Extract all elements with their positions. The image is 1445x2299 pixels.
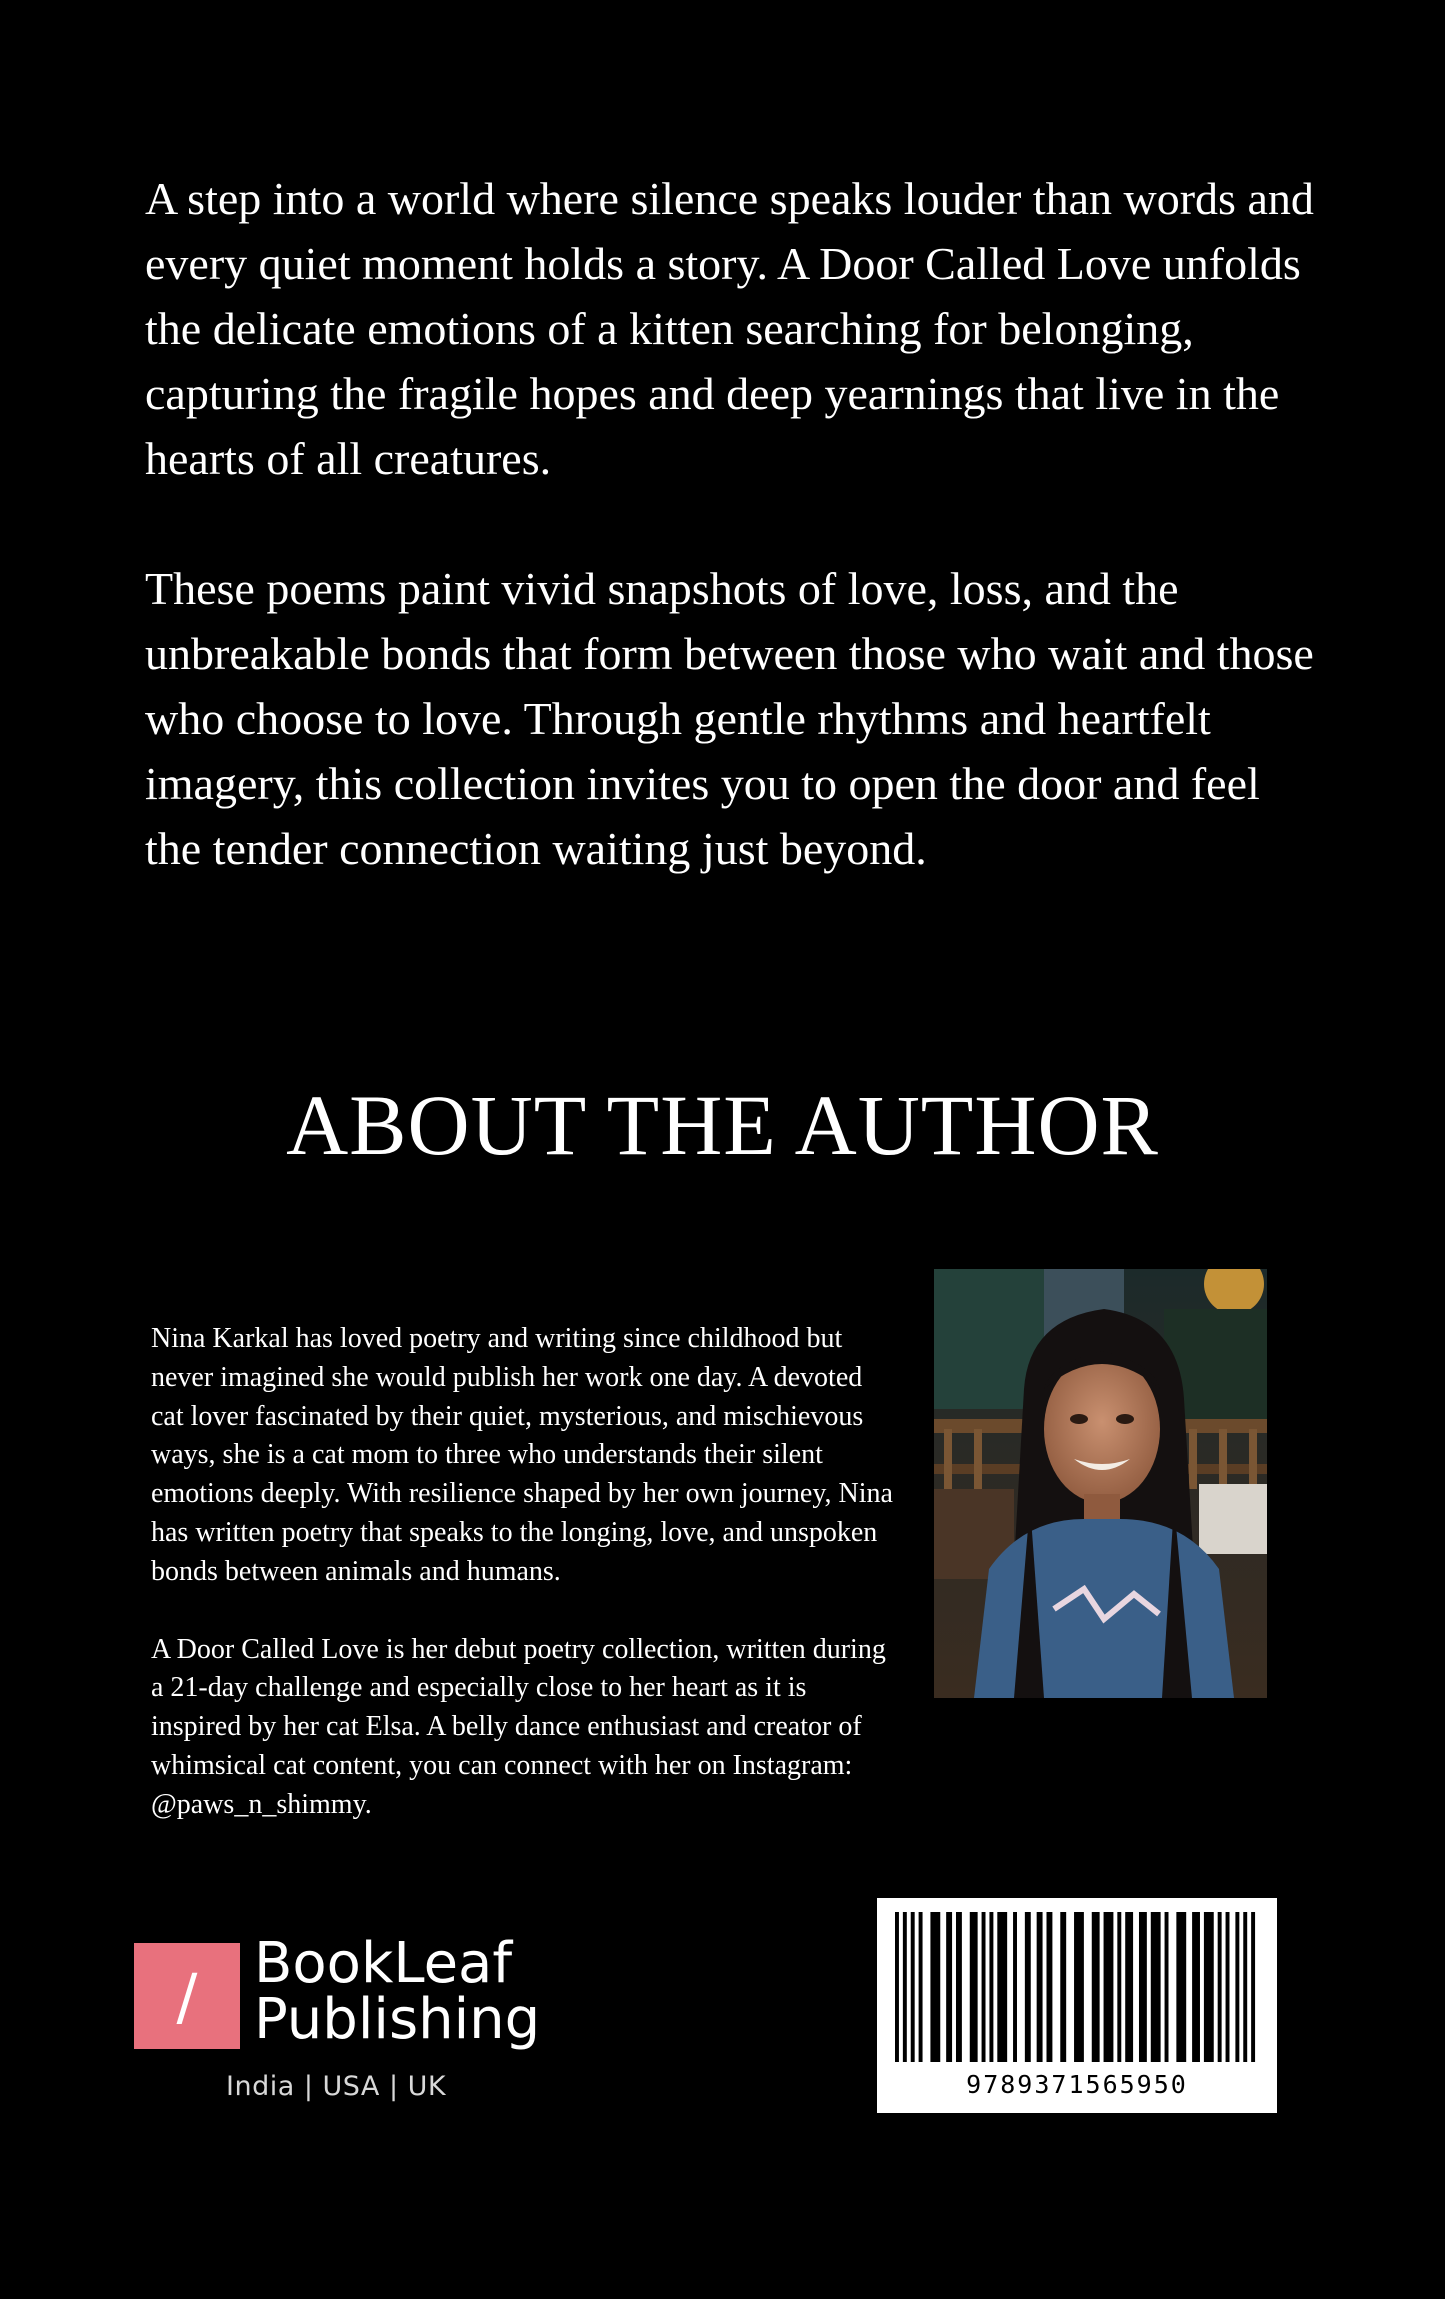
barcode-bar [1013, 1912, 1017, 2062]
barcode-bar [1104, 1912, 1114, 2062]
barcode-bar [911, 1912, 915, 2062]
publisher-regions: India | USA | UK [226, 2071, 447, 2102]
barcode-bar [1165, 1912, 1169, 2062]
publisher-name [254, 1931, 541, 2052]
barcode-bar [956, 1912, 962, 2062]
barcode-bar [1204, 1912, 1214, 2062]
barcode-bar [1251, 1912, 1255, 2062]
barcode-bar [1117, 1912, 1121, 2062]
author-bio [151, 1320, 896, 1825]
author-bio-paragraph-2: A Door Called Love is her debut poetry collection, written during a 21-day challenge and especially close to her heart as it is inspired by her cat Elsa. A belly dance enthusiast and creator of whimsical cat content, you can connect with her on Instagram: @paws_n_shimmy. [151, 1633, 886, 1820]
barcode-bar [1047, 1912, 1053, 2062]
blurb-paragraph-2: These poems paint vivid snapshots of love, loss, and the unbreakable bonds that form between those who wait and those who choose to love. Through gentle rhythms and heartfelt imagery, this collection invites you to open the door and feel the tender connection waiting just beyond. [145, 563, 1314, 874]
barcode-bar [1151, 1912, 1161, 2062]
barcode-bar [1060, 1912, 1066, 2062]
book-blurb [145, 166, 1325, 881]
barcode-bar [1074, 1912, 1084, 2062]
barcode-bars [895, 1912, 1259, 2062]
barcode-bar [946, 1912, 952, 2062]
barcode-bar [919, 1912, 923, 2062]
publisher-logo-slash: / [176, 1959, 198, 2033]
barcode-bar [1192, 1912, 1200, 2062]
barcode-bar [1235, 1912, 1239, 2062]
barcode-bar [930, 1912, 940, 2062]
barcode-bar [970, 1912, 978, 2062]
about-author-heading: ABOUT THE AUTHOR [286, 1077, 1159, 1173]
barcode-bar [1125, 1912, 1133, 2062]
isbn-number: 9789371565950 [966, 2070, 1188, 2099]
publisher-name-line-1: BookLeaf [254, 1931, 513, 1996]
barcode-bar [903, 1912, 907, 2062]
publisher-name-line-2: Publishing [254, 1987, 541, 2052]
publisher-logo-mark [134, 1943, 240, 2049]
blurb-paragraph-1: A step into a world where silence speaks louder than words and every quiet moment holds a story. A Door Called Love unfolds the delicate emotions of a kitten searching for belonging, capturing the fragile hopes and deep yearnings that live in the hearts of all creatures. [145, 173, 1314, 484]
barcode-bar [1226, 1912, 1230, 2062]
author-bio-paragraph-1: Nina Karkal has loved poetry and writing since childhood but never imagined she would publish her work one day. A devoted cat lover fascinated by their quiet, mysterious, and mischievous ways, she is a cat mom to three who understands their silent emotions deeply. With resilience shaped by her own journey, Nina has written poetry that speaks to the longing, love, and unspoken bonds between animals and humans. [151, 1323, 893, 1587]
barcode-bar [1025, 1912, 1031, 2062]
barcode-bar [997, 1912, 1007, 2062]
author-photo [934, 1269, 1267, 1698]
barcode-bar [1139, 1912, 1147, 2062]
barcode-bar [895, 1912, 899, 2062]
isbn-barcode [877, 1898, 1277, 2113]
barcode-bar [989, 1912, 993, 2062]
barcode-bar [1092, 1912, 1100, 2062]
barcode-bar [1218, 1912, 1222, 2062]
barcode-bar [982, 1912, 986, 2062]
barcode-bar [1176, 1912, 1186, 2062]
barcode-bar [1037, 1912, 1043, 2062]
barcode-bar [1243, 1912, 1247, 2062]
